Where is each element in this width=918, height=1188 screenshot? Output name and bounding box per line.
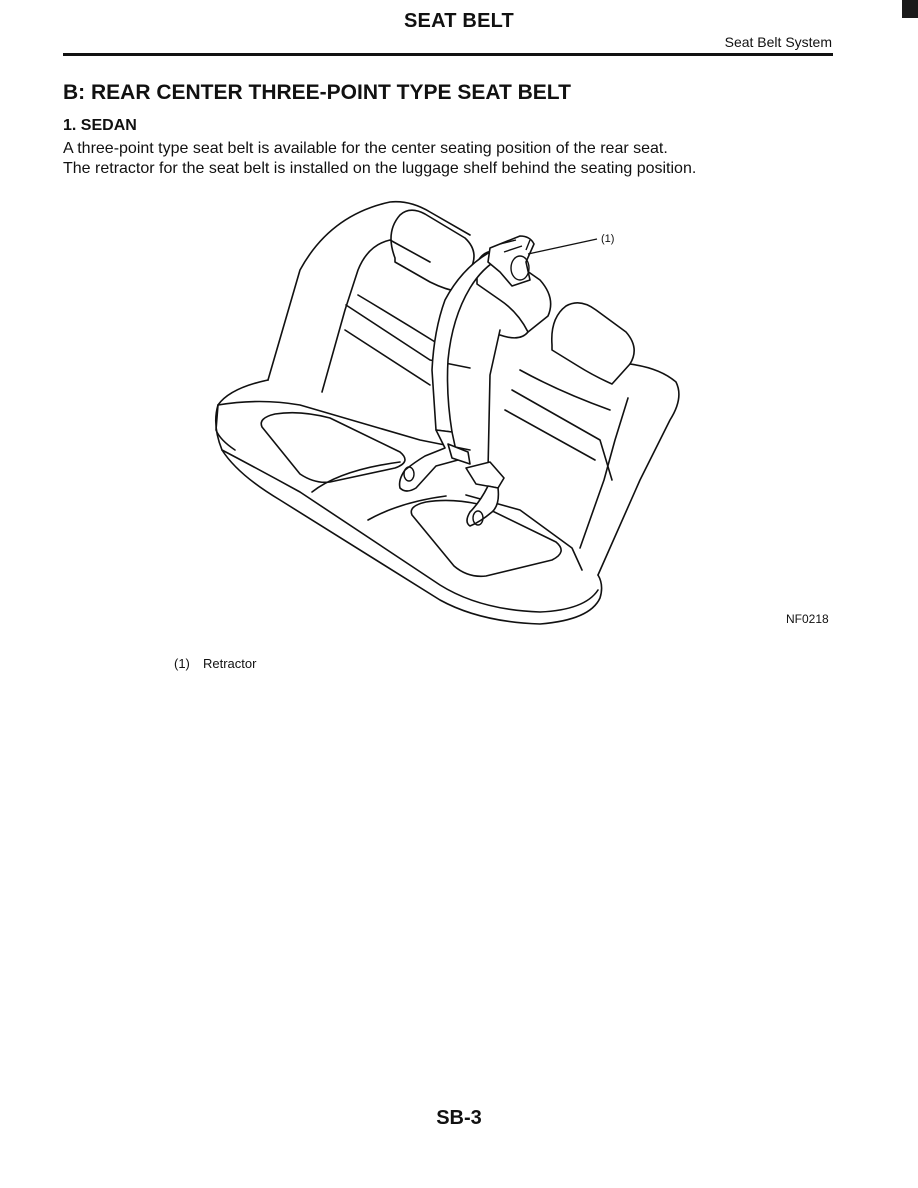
page-number: SB-3 <box>436 1107 482 1129</box>
figure-callout-label: (1) <box>601 233 615 245</box>
page-header-title: SEAT BELT <box>404 10 514 32</box>
left-seatback-inner <box>322 240 430 392</box>
right-seatback-outline <box>598 364 679 575</box>
seatback-seam <box>500 332 528 338</box>
seat-belt-lap-section <box>400 430 458 491</box>
legend-number: (1) <box>174 656 190 671</box>
seatback-seam <box>488 330 500 470</box>
center-seat-seam <box>368 496 446 520</box>
header-divider <box>63 53 833 56</box>
legend-label: Retractor <box>203 656 257 671</box>
figure-id: NF0218 <box>786 612 829 626</box>
subsection-heading: 1. SEDAN <box>63 117 137 134</box>
page-header-subtitle: Seat Belt System <box>724 34 832 50</box>
seat-cushion-top <box>218 402 470 451</box>
figure-legend <box>174 656 256 671</box>
body-text <box>63 139 843 179</box>
seatback-seam <box>512 390 612 480</box>
seatback-seam <box>345 330 430 385</box>
callout-leader-line <box>528 239 597 254</box>
seatback-seam <box>505 410 595 460</box>
right-headrest <box>552 303 634 384</box>
section-heading: B: REAR CENTER THREE-POINT TYPE SEAT BELT <box>63 81 571 104</box>
rear-seat-illustration <box>200 190 700 640</box>
right-seatback-inner <box>580 398 628 548</box>
left-seat-pad <box>261 413 405 483</box>
body-paragraph: A three-point type seat belt is available for the center seating position of the rear seat. <box>63 140 668 157</box>
body-paragraph: The retractor for the seat belt is installed on the luggage shelf behind the seating position. <box>63 160 697 177</box>
seat-belt-buckle <box>466 462 504 488</box>
seat-cushion-outline <box>216 380 602 624</box>
